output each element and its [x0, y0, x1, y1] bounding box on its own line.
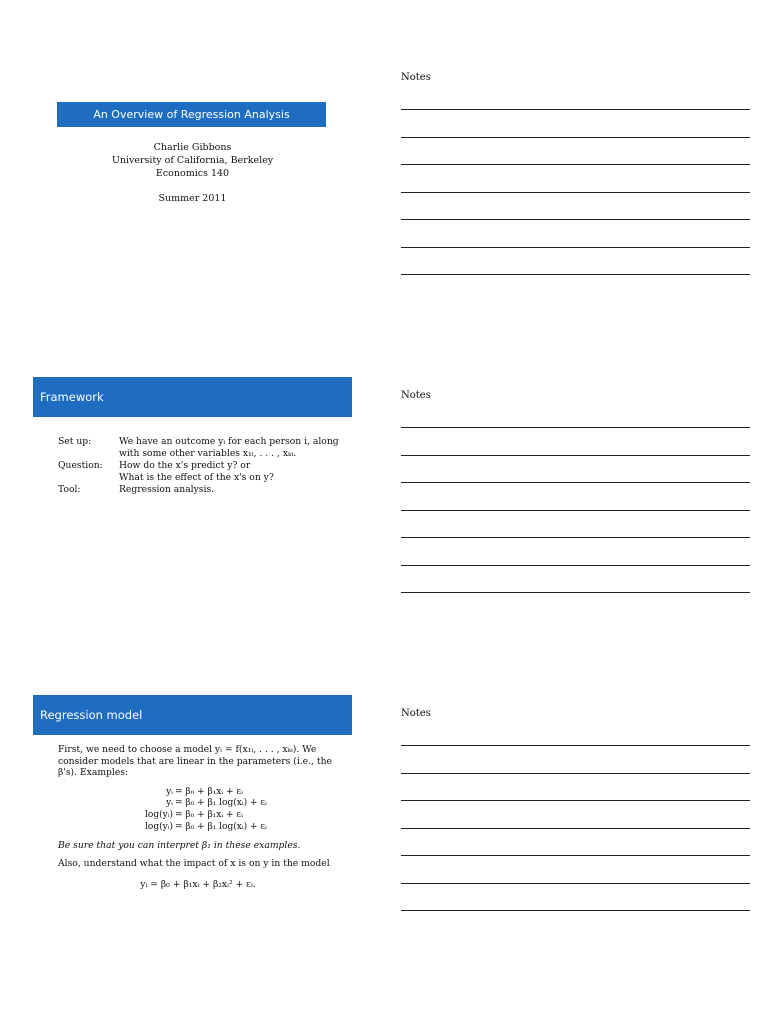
equation-rhs: = β₀ + β₁xᵢ + εᵢ [175, 786, 243, 797]
notes-block [401, 71, 750, 85]
note-line [401, 137, 750, 138]
note-line [401, 565, 750, 566]
framework-desc: Regression analysis. [119, 484, 215, 495]
interpretation-note: Be sure that you can interpret β₁ in these examples. [58, 839, 301, 851]
note-line [401, 274, 750, 275]
note-line [401, 855, 750, 856]
notes-label: Notes [401, 72, 431, 83]
framework-row [58, 436, 339, 460]
framework-term: Set up: [58, 436, 92, 447]
frame-title: Regression model [33, 695, 352, 735]
also-text: Also, understand what the impact of x is on y in the model [58, 858, 330, 870]
note-line [401, 828, 750, 829]
final-equation: yᵢ = β₀ + β₁xᵢ + β₂xᵢ² + εᵢ. [140, 878, 256, 890]
note-line [401, 510, 750, 511]
note-line [401, 910, 750, 911]
equation-rhs: = β₀ + β₁ log(xᵢ) + εᵢ [175, 798, 267, 809]
equation-rhs: = β₀ + β₁xᵢ + εᵢ [175, 810, 243, 821]
note-line [401, 427, 750, 428]
framework-row [58, 472, 339, 484]
note-line [401, 482, 750, 483]
note-line [401, 773, 750, 774]
framework-desc: What is the effect of the x's on y? [119, 472, 274, 483]
note-line [401, 247, 750, 248]
equation-lhs: yᵢ [166, 798, 173, 809]
equation [58, 810, 338, 822]
course-name: Economics 140 [155, 168, 230, 179]
note-line [401, 109, 750, 110]
slide-regression-model [33, 695, 352, 934]
framework-desc: We have an outcome yᵢ for each person i, along with some other variables x₁ᵢ, . . . , xₖᵢ. [119, 436, 339, 459]
framework-term [58, 472, 119, 484]
notes-label: Notes [401, 708, 431, 719]
note-line [401, 164, 750, 165]
framework-desc: How do the x's predict y? or [119, 460, 251, 471]
intro-text: First, we need to choose a model yᵢ = f(x₁ᵢ, . . . , xₖᵢ). We consider models that are linear in the parameters (i.e., the β's). Examples: [58, 744, 332, 778]
note-line [401, 883, 750, 884]
notes-block [401, 389, 750, 403]
frame-title: Framework [33, 377, 352, 417]
institution: University of California, Berkeley [111, 155, 274, 166]
equation [58, 787, 338, 799]
framework-row [58, 460, 339, 472]
note-line [401, 592, 750, 593]
presentation-title: An Overview of Regression Analysis [57, 102, 326, 127]
equation-lhs: log(yᵢ) [145, 810, 173, 821]
notes-block [401, 707, 750, 721]
slide-title [33, 57, 352, 296]
equation-list [58, 787, 338, 834]
equation-rhs: = β₀ + β₁ log(xᵢ) + εᵢ [175, 821, 267, 832]
framework-row [58, 484, 339, 496]
slide-framework [33, 377, 352, 616]
equation [58, 822, 338, 834]
regression-body [58, 744, 338, 890]
note-line [401, 537, 750, 538]
note-line [401, 219, 750, 220]
notes-label: Notes [401, 390, 431, 401]
presentation-date: Summer 2011 [158, 193, 227, 204]
framework-term: Tool: [58, 484, 81, 495]
equation [58, 798, 338, 810]
note-line [401, 800, 750, 801]
framework-list [58, 436, 339, 496]
author-name: Charlie Gibbons [153, 142, 232, 153]
framework-term: Question: [58, 460, 103, 471]
equation-lhs: yᵢ [166, 786, 173, 797]
title-info [33, 141, 352, 205]
equation-lhs: log(yᵢ) [145, 821, 173, 832]
note-line [401, 745, 750, 746]
note-line [401, 192, 750, 193]
note-line [401, 455, 750, 456]
